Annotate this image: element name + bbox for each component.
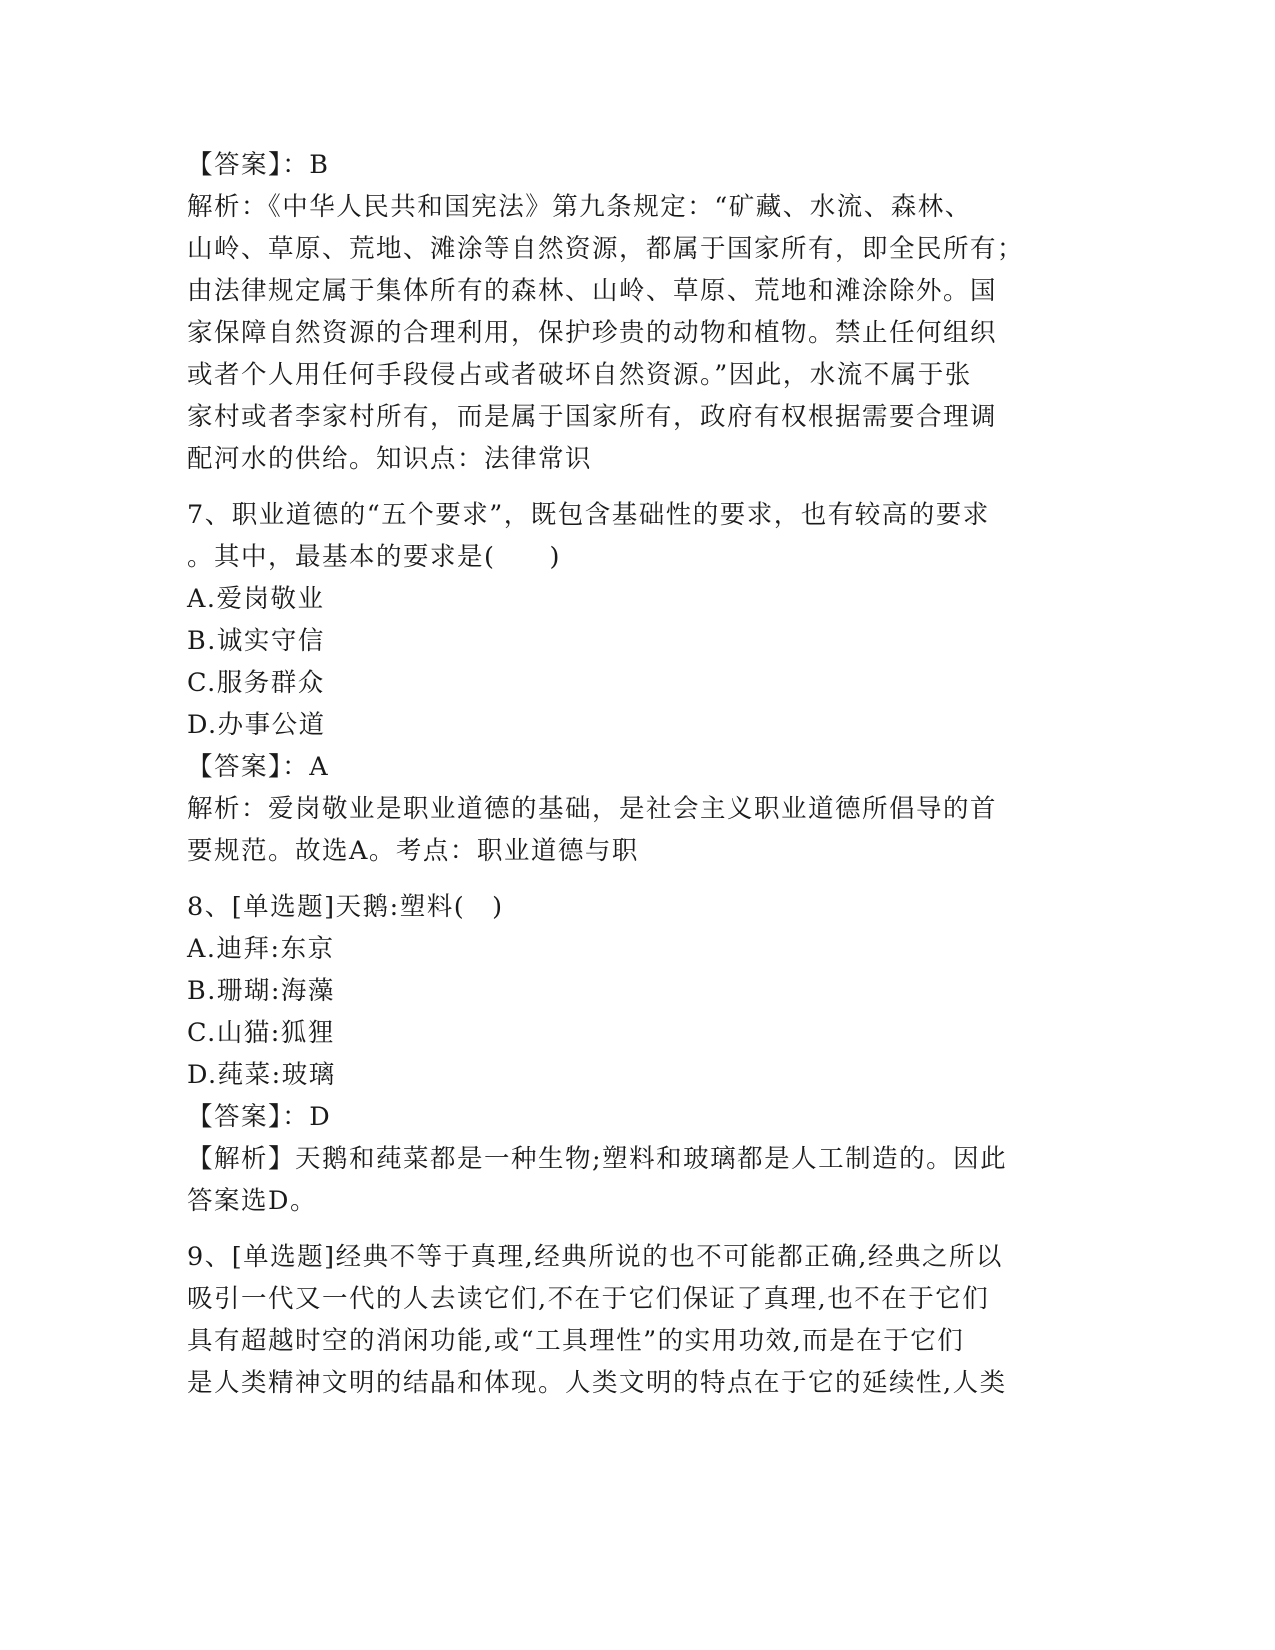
option-c: C.山猫:狐狸 xyxy=(187,1018,335,1048)
analysis-line: 要规范。故选A。考点：职业道德与职 xyxy=(187,836,639,866)
answer-line: 【答案】：A xyxy=(187,752,330,782)
analysis-line: 山岭、草原、荒地、滩涂等自然资源，都属于国家所有，即全民所有； xyxy=(187,234,1025,264)
analysis-line: 家保障自然资源的合理利用，保护珍贵的动物和植物。禁止任何组织 xyxy=(187,318,998,348)
analysis-line: 答案选D。 xyxy=(187,1186,317,1216)
spacer xyxy=(187,1222,1092,1236)
question-stem: 是人类精神文明的结晶和体现。人类文明的特点在于它的延续性,人类 xyxy=(187,1368,1007,1398)
document-page xyxy=(187,144,1092,1404)
question-stem: 8、[单选题]天鹅:塑料( ) xyxy=(187,892,504,922)
analysis-line: 或者个人用任何手段侵占或者破坏自然资源。”因此，水流不属于张 xyxy=(187,360,972,390)
analysis-line: 【解析】天鹅和莼菜都是一种生物;塑料和玻璃都是人工制造的。因此 xyxy=(187,1144,1008,1174)
question-9 xyxy=(187,1236,1092,1404)
question-stem: 7、职业道德的“五个要求”，既包含基础性的要求，也有较高的要求 xyxy=(187,500,990,530)
question-stem: 具有超越时空的消闲功能,或“工具理性”的实用功效,而是在于它们 xyxy=(187,1326,965,1356)
analysis-line: 家村或者李家村所有，而是属于国家所有，政府有权根据需要合理调 xyxy=(187,402,998,432)
answer-line: 【答案】：B xyxy=(187,150,330,180)
analysis-line: 由法律规定属于集体所有的森林、山岭、草原、荒地和滩涂除外。国 xyxy=(187,276,998,306)
question-stem: 吸引一代又一代的人去读它们,不在于它们保证了真理,也不在于它们 xyxy=(187,1284,990,1314)
option-d: D.办事公道 xyxy=(187,710,326,740)
option-a: A.迪拜:东京 xyxy=(187,934,335,964)
answer-line: 【答案】：D xyxy=(187,1102,332,1132)
analysis-line: 配河水的供给。知识点：法律常识 xyxy=(187,444,593,474)
analysis-line: 解析：爱岗敬业是职业道德的基础，是社会主义职业道德所倡导的首 xyxy=(187,794,998,824)
spacer xyxy=(187,480,1092,494)
question-stem: 。其中，最基本的要求是( ) xyxy=(187,542,561,572)
question-7 xyxy=(187,494,1092,872)
question-stem: 9、[单选题]经典不等于真理,经典所说的也不可能都正确,经典之所以 xyxy=(187,1242,1003,1272)
question-6-tail xyxy=(187,144,1092,480)
option-a: A.爱岗敬业 xyxy=(187,584,325,614)
option-c: C.服务群众 xyxy=(187,668,325,698)
option-b: B.诚实守信 xyxy=(187,626,325,656)
analysis-line: 解析：《中华人民共和国宪法》第九条规定：“矿藏、水流、森林、 xyxy=(187,192,972,222)
option-d: D.莼菜:玻璃 xyxy=(187,1060,336,1090)
spacer xyxy=(187,872,1092,886)
option-b: B.珊瑚:海藻 xyxy=(187,976,335,1006)
question-8 xyxy=(187,886,1092,1222)
